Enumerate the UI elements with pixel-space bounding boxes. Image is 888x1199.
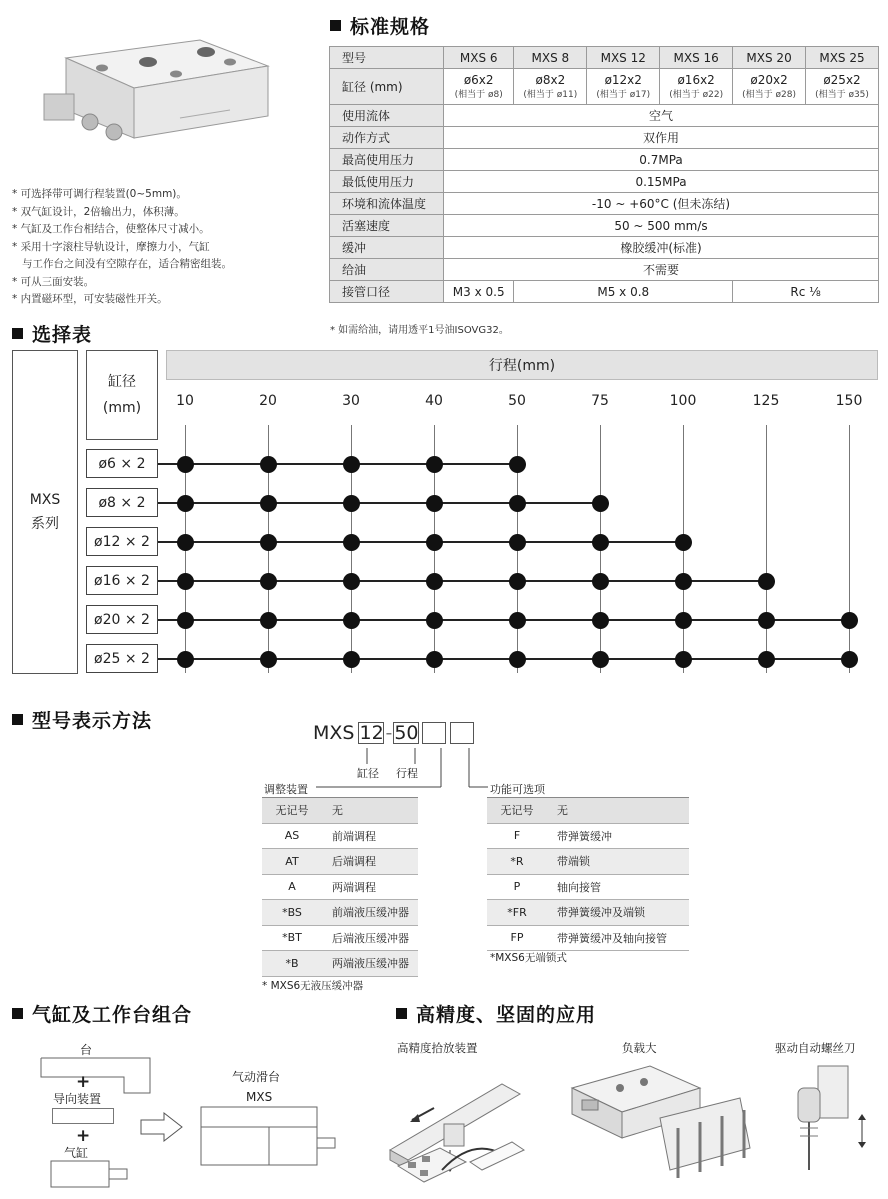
availability-dot — [426, 612, 443, 629]
availability-dot — [260, 612, 277, 629]
table-part-label: 台 — [80, 1043, 93, 1057]
adjust-code: AS — [262, 823, 322, 849]
availability-line — [158, 463, 517, 465]
availability-dot — [592, 495, 609, 512]
stroke-tick-label: 125 — [752, 393, 780, 409]
adjust-desc: 两端液压缓冲器 — [322, 951, 418, 977]
availability-dot — [426, 456, 443, 473]
stroke-tick-label: 30 — [342, 393, 360, 409]
availability-dot — [758, 573, 775, 590]
spec-row-value: 空气 — [444, 105, 879, 127]
availability-dot — [177, 573, 194, 590]
availability-dot — [177, 534, 194, 551]
function-code: P — [487, 874, 547, 900]
availability-dot — [260, 495, 277, 512]
model-code — [313, 722, 474, 744]
availability-dot — [509, 573, 526, 590]
availability-dot — [426, 651, 443, 668]
port-cell: M5 x 0.8 — [514, 281, 733, 303]
adjust-desc: 后端调程 — [322, 849, 418, 875]
app-label: 负载大 — [622, 1041, 657, 1055]
code-prefix: MXS — [313, 722, 355, 744]
app-label: 高精度拾放装置 — [397, 1041, 478, 1055]
code-function-box — [450, 722, 474, 744]
availability-dot — [343, 495, 360, 512]
function-code: F — [487, 823, 547, 849]
feature-item: * 双气缸设计，2倍输出力，体积薄。 — [12, 205, 185, 218]
port-cell: M3 x 0.5 — [444, 281, 514, 303]
availability-dot — [343, 456, 360, 473]
spec-row-label: 最高使用压力 — [330, 149, 444, 171]
spec-row-label: 使用流体 — [330, 105, 444, 127]
bore-size-label: ø8 × 2 — [86, 488, 158, 517]
availability-dot — [177, 456, 194, 473]
spec-row-label: 活塞速度 — [330, 215, 444, 237]
port-label: 接管口径 — [330, 281, 444, 303]
plus-sign: + — [76, 1126, 91, 1146]
function-desc: 带端锁 — [547, 849, 689, 875]
port-cell: Rc ⅛ — [733, 281, 879, 303]
model-cell: MXS 12 — [587, 47, 660, 69]
spec-row-label: 给油 — [330, 259, 444, 281]
availability-dot — [509, 612, 526, 629]
adjust-code: A — [262, 874, 322, 900]
function-desc: 带弹簧缓冲及端锁 — [547, 900, 689, 926]
square-bullet-icon — [12, 328, 23, 339]
bore-cell: ø6x2 (相当于 ø8) — [444, 69, 514, 105]
square-bullet-icon — [12, 714, 23, 725]
function-table: 无记号 无 F 带弹簧缓冲 *R 带端锁 P 轴向接管 *FR 带弹簧缓冲及端锁 FP 带弹簧缓冲及轴向接管 — [487, 797, 689, 951]
availability-dot — [177, 495, 194, 512]
bore-cell: ø25x2 (相当于 ø35) — [806, 69, 879, 105]
availability-dot — [426, 534, 443, 551]
square-bullet-icon — [330, 20, 341, 31]
heavy-load-illustration — [560, 1058, 760, 1188]
function-note: *MXS6无端锁式 — [490, 952, 567, 964]
availability-line — [158, 502, 600, 504]
guide-part-label: 导向装置 — [53, 1092, 102, 1106]
adjust-code: *BS — [262, 900, 322, 926]
model-cell: MXS 25 — [806, 47, 879, 69]
spec-row-label: 最低使用压力 — [330, 171, 444, 193]
bore-cell: ø20x2 (相当于 ø28) — [733, 69, 806, 105]
bore-size-label: ø6 × 2 — [86, 449, 158, 478]
spec-row-value: 双作用 — [444, 127, 879, 149]
bore-cell: ø8x2 (相当于 ø11) — [514, 69, 587, 105]
availability-dot — [592, 573, 609, 590]
cylinder-part-label: 气缸 — [64, 1146, 89, 1160]
availability-dot — [177, 612, 194, 629]
guide-part-shape — [52, 1108, 114, 1124]
availability-dot — [509, 651, 526, 668]
stroke-tick-label: 100 — [669, 393, 697, 409]
product-image — [30, 18, 280, 168]
availability-dot — [675, 573, 692, 590]
availability-dot — [592, 612, 609, 629]
availability-dot — [758, 612, 775, 629]
spec-row-value: 0.15MPa — [444, 171, 879, 193]
mxs-slide-shape — [200, 1106, 340, 1168]
availability-dot — [592, 534, 609, 551]
stroke-grid-line — [766, 425, 767, 673]
series-label-2: 系列 — [31, 516, 59, 532]
availability-dot — [426, 573, 443, 590]
spec-header-label: 型号 — [330, 47, 444, 69]
spec-row-label: 缓冲 — [330, 237, 444, 259]
feature-item: * 气缸及工作台相结合，使整体尺寸减小。 — [12, 223, 210, 235]
spec-table — [329, 46, 879, 303]
series-label: MXS — [29, 492, 61, 508]
availability-dot — [177, 651, 194, 668]
availability-dot — [509, 456, 526, 473]
result-model: MXS — [246, 1090, 273, 1104]
code-bore-box: 12 — [359, 722, 384, 744]
adjust-desc: 两端调程 — [322, 874, 418, 900]
stroke-tick-label: 40 — [425, 393, 443, 409]
feature-list — [12, 186, 312, 309]
arrow-right-icon — [140, 1112, 184, 1142]
bore-cell: ø12x2 (相当于 ø17) — [587, 69, 660, 105]
adjust-code: *B — [262, 951, 322, 977]
availability-dot — [675, 612, 692, 629]
stroke-tick-label: 150 — [835, 393, 863, 409]
bore-size-label: ø16 × 2 — [86, 566, 158, 595]
bore-code-label: 缸径 — [357, 767, 379, 780]
adjust-note: * MXS6无液压缓冲器 — [262, 980, 364, 992]
spec-row-value: -10 ~ +60°C (但未冻结) — [444, 193, 879, 215]
adjust-label: 调整装置 — [264, 783, 308, 796]
apps-title: 高精度、坚固的应用 — [396, 1000, 596, 1027]
function-desc: 带弹簧缓冲 — [547, 823, 689, 849]
availability-dot — [260, 573, 277, 590]
stroke-tick-label: 75 — [591, 393, 609, 409]
adjust-desc: 前端调程 — [322, 823, 418, 849]
stroke-grid-line — [849, 425, 850, 673]
square-bullet-icon — [12, 1008, 23, 1019]
bore-size-label: ø12 × 2 — [86, 527, 158, 556]
adjust-table: 无记号 无 AS 前端调程 AT 后端调程 A 两端调程 *BS 前端液压缓冲器 *BT 后端液压缓冲器 *B 两端液压缓冲器 — [262, 797, 418, 977]
screwdriver-illustration — [780, 1058, 880, 1188]
availability-dot — [343, 573, 360, 590]
feature-item: 与工作台之间没有空隙存在，适合精密组装。 — [12, 258, 233, 270]
adjust-code: AT — [262, 849, 322, 875]
availability-dot — [260, 456, 277, 473]
app-label: 驱动自动螺丝刀 — [775, 1041, 856, 1055]
availability-dot — [758, 651, 775, 668]
feature-item: * 内置磁环型，可安装磁性开关。 — [12, 293, 168, 305]
availability-dot — [343, 534, 360, 551]
spec-title: 标准规格 — [330, 12, 430, 39]
availability-dot — [260, 651, 277, 668]
bore-size-label: ø25 × 2 — [86, 644, 158, 673]
bore-size-label: ø20 × 2 — [86, 605, 158, 634]
feature-item: * 采用十字滚柱导轨设计，摩擦力小，气缸 — [12, 240, 210, 253]
function-code: *FR — [487, 900, 547, 926]
spec-row-value: 橡胶缓冲(标准) — [444, 237, 879, 259]
availability-dot — [841, 612, 858, 629]
code-dash: - — [385, 722, 393, 744]
bore-label: 缸径 (mm) — [330, 69, 444, 105]
function-desc: 轴向接管 — [547, 874, 689, 900]
code-stroke-box: 50 — [394, 722, 419, 744]
availability-dot — [509, 495, 526, 512]
model-cell: MXS 6 — [444, 47, 514, 69]
bore-header-box: 缸径 (mm) — [86, 350, 158, 440]
result-label: 气动滑台 — [232, 1070, 281, 1084]
series-box — [12, 350, 78, 674]
availability-dot — [509, 534, 526, 551]
cylinder-part-shape — [50, 1160, 130, 1190]
stroke-header: 行程(mm) — [166, 350, 878, 380]
adjust-desc: 前端液压缓冲器 — [322, 900, 418, 926]
model-cell: MXS 16 — [660, 47, 733, 69]
square-bullet-icon — [396, 1008, 407, 1019]
pick-place-illustration — [382, 1058, 532, 1188]
availability-dot — [343, 651, 360, 668]
code-adjust-box — [422, 722, 446, 744]
feature-item: * 可选择带可调行程装置(0~5mm)。 — [12, 188, 187, 200]
selection-title: 选择表 — [12, 320, 92, 347]
model-cell: MXS 8 — [514, 47, 587, 69]
availability-dot — [675, 534, 692, 551]
availability-dot — [592, 651, 609, 668]
spec-row-label: 动作方式 — [330, 127, 444, 149]
availability-dot — [841, 651, 858, 668]
combo-title: 气缸及工作台组合 — [12, 1000, 192, 1027]
availability-dot — [260, 534, 277, 551]
stroke-tick-label: 10 — [176, 393, 194, 409]
feature-item: * 可从三面安装。 — [12, 275, 95, 288]
availability-dot — [675, 651, 692, 668]
spec-row-label: 环境和流体温度 — [330, 193, 444, 215]
availability-dot — [426, 495, 443, 512]
stroke-tick-label: 50 — [508, 393, 526, 409]
function-desc: 带弹簧缓冲及轴向接管 — [547, 925, 689, 951]
spec-row-value: 50 ~ 500 mm/s — [444, 215, 879, 237]
model-cell: MXS 20 — [733, 47, 806, 69]
adjust-desc: 后端液压缓冲器 — [322, 925, 418, 951]
stroke-tick-label: 20 — [259, 393, 277, 409]
stroke-code-label: 行程 — [396, 767, 418, 780]
adjust-code: *BT — [262, 925, 322, 951]
bore-cell: ø16x2 (相当于 ø22) — [660, 69, 733, 105]
spec-row-value: 不需要 — [444, 259, 879, 281]
model-code-title: 型号表示方法 — [12, 706, 152, 733]
availability-dot — [343, 612, 360, 629]
function-code: *R — [487, 849, 547, 875]
spec-row-value: 0.7MPa — [444, 149, 879, 171]
plus-sign: + — [76, 1072, 91, 1092]
spec-note: * 如需给油，请用透平1号油ISOVG32。 — [330, 325, 509, 336]
function-label: 功能可选项 — [490, 783, 545, 796]
function-code: FP — [487, 925, 547, 951]
